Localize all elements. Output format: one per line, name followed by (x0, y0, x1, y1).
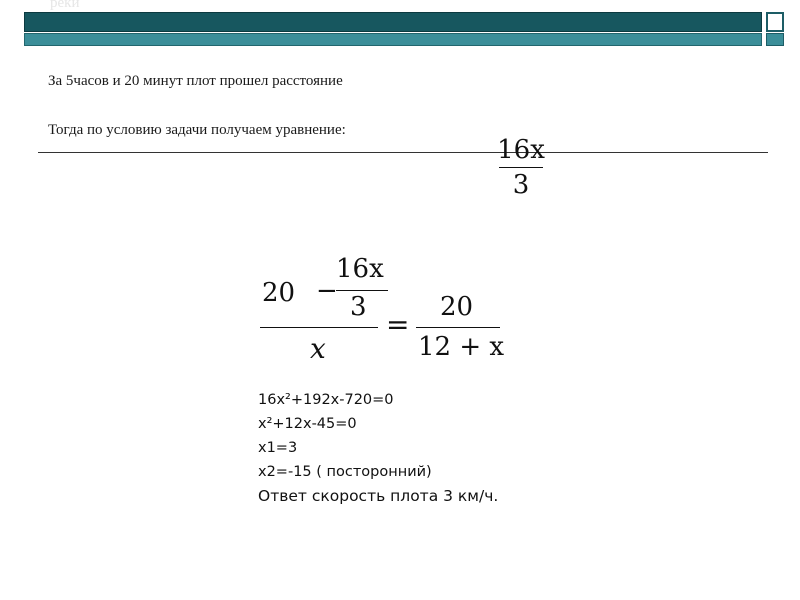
solution-step-1: 16x²+192x-720=0 (258, 392, 394, 408)
solution-step-4: x2=-15 ( посторонний) (258, 464, 432, 480)
header-square-bottom (766, 33, 784, 46)
equation-left-denominator: x (310, 332, 326, 365)
fraction-denominator: 3 (512, 170, 530, 200)
fraction-numerator: 16x (497, 135, 545, 165)
equation-right-denominator: 12 + x (418, 332, 505, 362)
equation-inner-bar (336, 290, 388, 291)
header-square-top (766, 12, 784, 32)
equation-inner-numerator: 16x (336, 254, 384, 284)
text-line-equation-intro: Тогда по условию задачи получаем уравнение: (48, 122, 346, 138)
solution-step-3: x1=3 (258, 440, 298, 456)
fraction-bar (499, 167, 543, 168)
equation-inner-denominator: 3 (350, 292, 367, 322)
equation-right-numerator: 20 (440, 292, 474, 322)
main-equation (258, 250, 518, 370)
equation-minus: − (316, 276, 338, 306)
clipped-heading-text: реки (50, 0, 80, 11)
equation-left-whole: 20 (262, 278, 296, 308)
horizontal-rule (38, 152, 768, 153)
equation-right-bar (416, 327, 500, 328)
solution-step-2: x²+12x-45=0 (258, 416, 357, 432)
header-bar-dark (24, 12, 762, 32)
fraction-distance (497, 135, 545, 200)
equation-left-bar (260, 327, 378, 328)
solution-answer: Ответ скорость плота 3 км/ч. (258, 487, 499, 505)
text-line-distance: За 5часов и 20 минут плот прошел расстояние (48, 73, 343, 89)
solution-block (258, 388, 498, 508)
header-bar-light (24, 33, 762, 46)
equation-equals: = (386, 308, 410, 341)
